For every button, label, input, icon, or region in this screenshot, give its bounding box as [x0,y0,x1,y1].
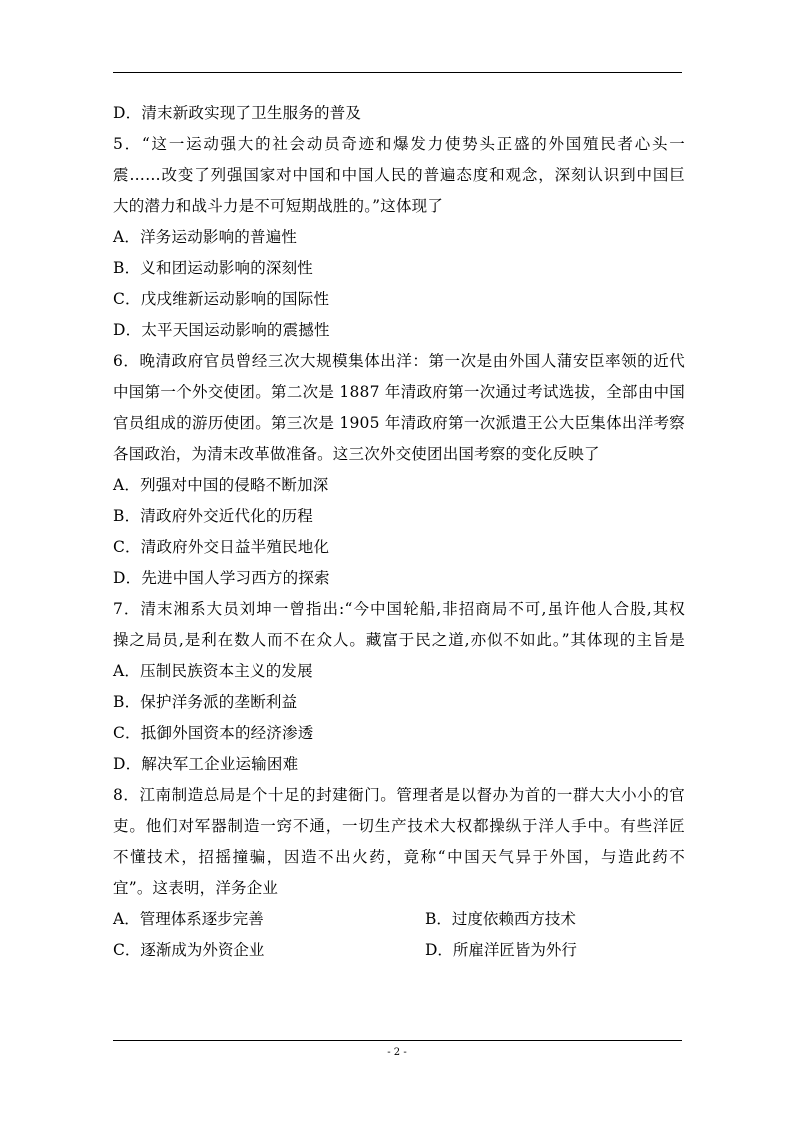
question-8-option-d: D．所雇洋匠皆为外行 [425,941,577,959]
question-8-stem-line: 不懂技术，招摇撞骗，因造不出火药，竟称“中国天气异于外国，与造此药不 [113,848,685,866]
question-7-stem-line: 7．清末湘系大员刘坤一曾指出:“今中国轮船,非招商局不可,虽许他人合股,其权 [113,600,685,618]
question-8-stem-line: 宜”。这表明，洋务企业 [113,879,279,897]
question-5-option-d: D．太平天国运动影响的震撼性 [113,321,330,339]
question-5-option-c: C．戊戌维新运动影响的国际性 [113,290,330,308]
header-rule [113,72,682,73]
question-8-option-b: B．过度依赖西方技术 [425,910,576,928]
question-5-option-a: A．洋务运动影响的普遍性 [113,228,298,246]
question-6-stem-line: 各国政治，为清末改革做准备。这三次外交使团出国考察的变化反映了 [113,445,600,463]
question-8-option-c: C．逐渐成为外资企业 [113,941,265,959]
question-6-option-c: C．清政府外交日益半殖民地化 [113,538,330,556]
question-6-option-d: D．先进中国人学习西方的探索 [113,569,330,587]
question-8-options-row [113,904,685,935]
page-number: - 2 - [387,1047,407,1058]
question-7-option-b: B．保护洋务派的垄断利益 [113,693,298,711]
question-7 [113,594,685,780]
question-5-stem-line: 震……改变了列强国家对中国和中国人民的普遍态度和观念，深刻认识到中国巨 [113,166,685,184]
question-6-stem-line: 官员组成的游历使团。第三次是 1905 年清政府第一次派遣王公大臣集体出洋考察 [113,414,685,432]
question-6-stem-line: 6．晚清政府官员曾经三次大规模集体出洋：第一次是由外国人蒲安臣率领的近代 [113,352,685,370]
question-6-stem-line: 中国第一个外交使团。第二次是 1887 年清政府第一次通过考试选拔，全部由中国 [113,383,685,401]
question-8-stem-line: 8．江南制造总局是个十足的封建衙门。管理者是以督办为首的一群大大小小的官 [113,786,685,804]
question-8 [113,780,685,966]
prev-question-option-d: D．清末新政实现了卫生服务的普及 [113,104,362,122]
question-8-options-row [113,935,685,966]
question-7-option-a: A．压制民族资本主义的发展 [113,662,313,680]
question-5-option-b: B．义和团运动影响的深刻性 [113,259,313,277]
question-8-option-a: A．管理体系逐步完善 [113,910,264,928]
document-body [113,98,685,966]
question-7-option-d: D．解决军工企业运输困难 [113,755,299,773]
question-6-option-a: A．列强对中国的侵略不断加深 [113,476,329,494]
question-5-stem-line: 大的潜力和战斗力是不可短期战胜的。”这体现了 [113,197,444,215]
question-8-stem-line: 吏。他们对军器制造一窍不通，一切生产技术大权都操纵于洋人手中。有些洋匠 [113,817,685,835]
question-5 [113,129,685,346]
question-5-stem-line: 5．“这一运动强大的社会动员奇迹和爆发力使势头正盛的外国殖民者心头一 [113,135,685,153]
footer-rule [113,1040,682,1041]
question-7-stem-line: 操之局员,是利在数人而不在众人。藏富于民之道,亦似不如此。”其体现的主旨是 [113,631,685,649]
question-6-option-b: B．清政府外交近代化的历程 [113,507,313,525]
question-7-option-c: C．抵御外国资本的经济渗透 [113,724,314,742]
question-6 [113,346,685,594]
